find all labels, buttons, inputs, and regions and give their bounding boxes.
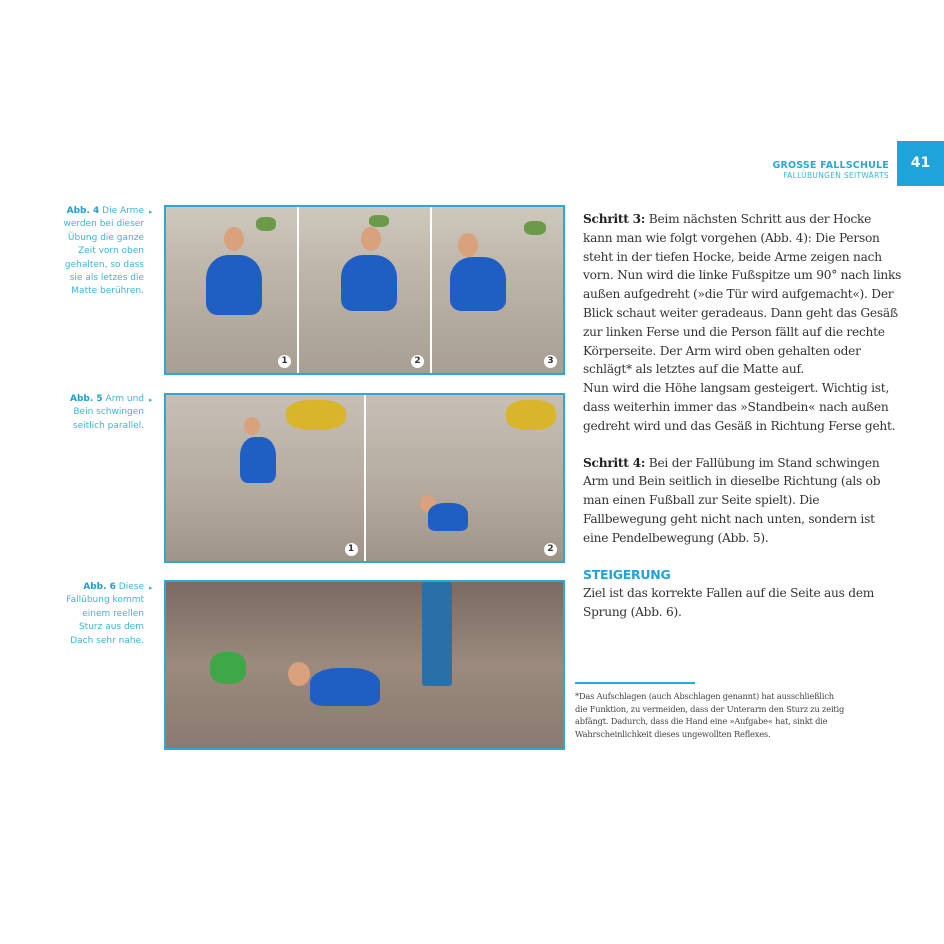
- caption-arrow-icon: ▸: [149, 396, 153, 404]
- photo-fig5-1: [166, 395, 364, 561]
- figure-5: [164, 393, 565, 563]
- caption-fig6: [62, 581, 144, 648]
- step-number: 2: [411, 355, 424, 368]
- chapter-title: GROSSE FALLSCHULE: [772, 160, 889, 171]
- paragraph-steigerung: Ziel ist das korrekte Fallen auf die Seite aus dem Sprung (Abb. 6).: [583, 586, 875, 620]
- page-number: 41: [897, 141, 944, 186]
- photo-fig4-1: [166, 207, 297, 373]
- running-header: [772, 160, 889, 180]
- step-number: 1: [345, 543, 358, 556]
- step4-label: Schritt 4:: [583, 455, 646, 470]
- section-title: FALLÜBUNGEN SEITWÄRTS: [783, 171, 889, 180]
- caption-label: Abb. 4: [66, 206, 100, 216]
- footnote-divider: [575, 682, 695, 684]
- photo-fig5-2: [366, 395, 564, 561]
- caption-label: Abb. 5: [70, 394, 103, 404]
- caption-text: Arm und Bein schwingen seitlich parallel.: [72, 394, 144, 431]
- caption-arrow-icon: ▸: [149, 584, 153, 592]
- photo-fig6: [166, 582, 563, 748]
- step3-text: Beim nächsten Schritt aus der Hocke kann man wie folgt vorgehen (Abb. 4): Die Person steht in der tiefen Hocke, beide Arme zeigen nach vorn. Nun wird die linke Fußspitze um 90° nach links außen aufgedreht (»die Tür wird aufgemacht«). Der Blick schaut weiter geradeaus. Dann geht das Gesäß zur linken Ferse und die Person fällt auf die rechte Körperseite. Der Arm wird oben gehalten oder schlägt* als letztes auf die Matte auf.: [583, 212, 902, 377]
- caption-fig5: [62, 393, 144, 433]
- step-number: 3: [544, 355, 557, 368]
- caption-text: Die Arme werden bei dieser Übung die ganze Zeit vorn oben gehalten, so dass sie als letzes die Matte berühren.: [63, 206, 144, 297]
- step3-label: Schritt 3:: [583, 212, 646, 226]
- photo-fig4-2: [299, 207, 430, 373]
- figure-4: [164, 205, 565, 375]
- caption-arrow-icon: ▸: [149, 208, 153, 216]
- photo-fig4-3: [432, 207, 563, 373]
- paragraph-step3-cont: Nun wird die Höhe langsam gesteigert. Wichtig ist, dass weiterhin immer das »Standbein« nach außen gedreht wird und das Gesäß in Richtung Ferse geht.: [583, 381, 896, 433]
- caption-label: Abb. 6: [83, 582, 116, 592]
- caption-text: Diese Fallübung kommt einem reellen Sturz aus dem Dach sehr nahe.: [66, 582, 144, 646]
- step-number: 2: [544, 543, 557, 556]
- step4-text: Bei der Fallübung im Stand schwingen Arm und Bein seitlich in dieselbe Richtung (als ob man einen Fußball zur Seite spielt). Die Fallbewegung geht nicht nach unten, sondern ist eine Pendelbewegung (Abb. 5).: [583, 455, 881, 545]
- footnote: *Das Aufschlagen (auch Abschlagen genannt) hat ausschließlich die Funktion, zu vermeiden, dass der Unterarm den Sturz zu zeitig abfängt. Dadurch, dass die Hand eine »Aufgabe« hat, sinkt die Wahrscheinlichkeit dieses ungewollten Reflexes.: [575, 691, 845, 740]
- paragraph-step3: [583, 210, 903, 379]
- figure-6: [164, 580, 565, 750]
- section-heading: STEIGERUNG: [583, 566, 671, 582]
- caption-fig4: [62, 205, 144, 299]
- step-number: 1: [278, 355, 291, 368]
- paragraph-step4: [583, 454, 903, 548]
- body-text: [583, 210, 903, 622]
